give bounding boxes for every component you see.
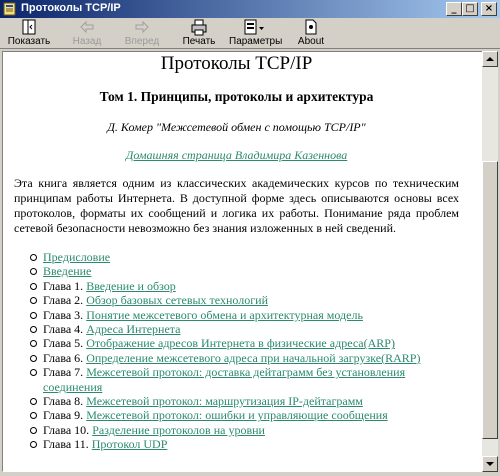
bullet-icon [30, 297, 37, 304]
scroll-down-button[interactable] [482, 456, 498, 472]
toc-item [30, 308, 459, 322]
toc-chapter-number: Глава 7. [43, 365, 84, 380]
arrow-left-icon [78, 19, 96, 36]
maximize-icon: □ [465, 3, 475, 14]
print-button[interactable] [182, 19, 216, 48]
toc-link[interactable]: Обзор базовых сетевых технологий [86, 293, 268, 308]
toc-item [30, 264, 459, 278]
back-button[interactable] [70, 19, 104, 48]
options-label: Параметры [229, 36, 283, 47]
close-icon: × [484, 3, 494, 14]
scroll-down-arrow-icon [483, 457, 497, 471]
toc-item [30, 408, 459, 422]
toc-item [30, 293, 459, 307]
scroll-up-button[interactable] [482, 51, 498, 67]
toc-item [30, 322, 459, 336]
show-button[interactable] [6, 19, 52, 48]
bullet-icon [30, 441, 37, 448]
back-label: Назад [72, 36, 102, 47]
toc-chapter-number: Глава 10. [43, 422, 90, 437]
bullet-icon [30, 254, 37, 261]
arrow-right-icon [133, 19, 151, 36]
bullet-icon [30, 412, 37, 419]
options-button[interactable] [229, 19, 283, 48]
toc-chapter-number: Глава 5. [43, 336, 84, 351]
toc-item [30, 250, 459, 264]
toc-link[interactable]: Межсетевой протокол: ошибки и управляющие сообщения [86, 408, 388, 423]
toc-link[interactable]: Протокол UDP [91, 437, 168, 452]
content-viewport[interactable] [2, 51, 483, 472]
help-book-icon [3, 2, 17, 16]
toc-item [30, 279, 459, 293]
bullet-icon [30, 326, 37, 333]
toc-link[interactable]: Определение межсетевого адреса при начальной загрузке(RARP) [86, 350, 421, 365]
bullet-icon [30, 369, 37, 376]
show-pane-icon [20, 19, 38, 36]
toc-chapter-number: Глава 11. [43, 437, 89, 452]
toc-link[interactable]: Межсетевой протокол: доставка дейтаграмм без установления соединения [43, 365, 406, 394]
show-label: Показать [7, 36, 51, 47]
toolbar [0, 18, 500, 49]
scroll-up-arrow-icon [483, 52, 497, 66]
title-bar [0, 0, 500, 18]
toc-item [30, 365, 459, 394]
toc-link[interactable]: Предисловие [43, 250, 111, 264]
toc-link[interactable]: Адреса Интернета [86, 322, 181, 337]
bullet-icon [30, 283, 37, 290]
window-title: Протоколы TCP/IP [21, 2, 121, 14]
toc-item [30, 437, 459, 451]
close-button[interactable] [481, 2, 497, 16]
toc-link[interactable]: Отображение адресов Интернета в физические адреса(ARP) [86, 336, 395, 351]
bullet-icon [30, 312, 37, 319]
about-button[interactable] [296, 19, 326, 48]
maximize-button[interactable] [462, 2, 478, 16]
toc-link[interactable]: Разделение протоколов на уровни [92, 422, 265, 437]
author-line: Д. Комер "Межсетевой обмен с помощью TCP/IP" [107, 120, 366, 134]
print-label: Печать [182, 36, 216, 47]
forward-label: Вперед [124, 36, 160, 47]
toc-item [30, 423, 459, 437]
scroll-thumb[interactable] [482, 161, 498, 439]
home-page-link[interactable]: Домашняя страница Владимира Казеннова [125, 148, 348, 162]
toc-chapter-number: Глава 8. [43, 394, 84, 409]
bullet-icon [30, 398, 37, 405]
vertical-scrollbar[interactable] [482, 51, 498, 472]
minimize-icon: _ [451, 3, 457, 14]
toc-chapter-number: Глава 3. [43, 307, 84, 322]
minimize-button[interactable] [446, 2, 462, 16]
toc-link[interactable]: Понятие межсетевого обмена и архитектурная модель [86, 307, 363, 322]
page-title: Протоколы TCP/IP [160, 53, 313, 74]
page-content [3, 52, 469, 452]
table-of-contents [14, 250, 459, 452]
printer-icon [190, 19, 208, 36]
toc-chapter-number: Глава 9. [43, 408, 84, 423]
book-description: Эта книга является одним из классических академических курсов по техническим принципам работы Интернета. В доступной форме здесь описываются основы всех протоколов, форматы их сообщений и логика их работы. Понимание ряда проблем сетевой безопасности невозможно без знания изложенных в ней сведений. [14, 176, 459, 235]
about-document-icon [302, 19, 320, 36]
toc-link[interactable]: Введение и обзор [86, 278, 176, 293]
bullet-icon [30, 340, 37, 347]
toc-item [30, 351, 459, 365]
toc-chapter-number: Глава 6. [43, 350, 84, 365]
bullet-icon [30, 355, 37, 362]
bullet-icon [30, 268, 37, 275]
about-label: About [297, 36, 325, 47]
toc-item [30, 336, 459, 350]
toc-link[interactable]: Введение [43, 264, 92, 279]
toc-chapter-number: Глава 1. [43, 278, 84, 293]
toc-chapter-number: Глава 4. [43, 322, 84, 337]
page-subtitle: Том 1. Принципы, протоколы и архитектура [99, 89, 374, 104]
dropdown-arrow-icon [259, 27, 264, 30]
forward-button[interactable] [124, 19, 160, 48]
toc-item [30, 394, 459, 408]
bullet-icon [30, 427, 37, 434]
toc-link[interactable]: Межсетевой протокол: маршрутизация IP-дейтаграмм [86, 394, 363, 409]
toc-chapter-number: Глава 2. [43, 293, 84, 308]
options-icon [241, 19, 267, 36]
